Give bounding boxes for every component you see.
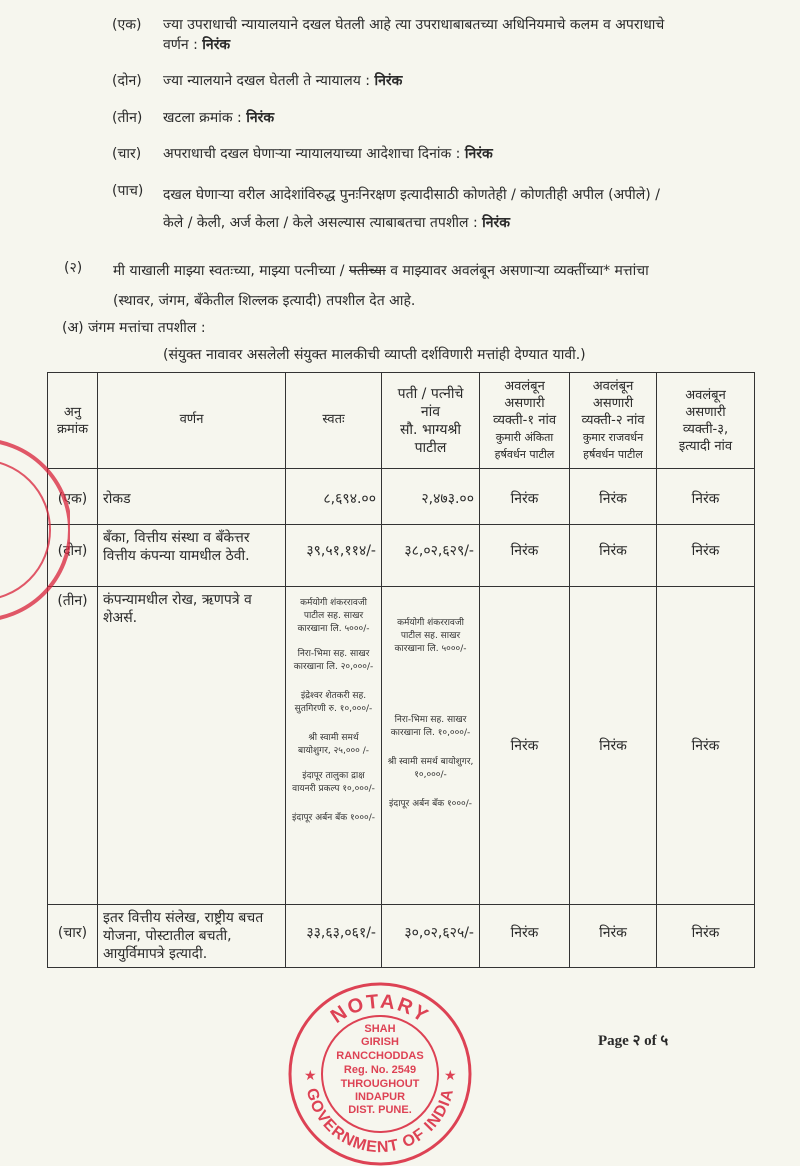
cell-serial: (एक) — [48, 469, 98, 525]
cell-dep2: निरंक — [570, 525, 657, 587]
page-number: Page २ of ५ — [598, 1033, 669, 1049]
para-line2: (स्थावर, जंगम, बँकेतील शिल्लक इत्यादी) तपशील देत आहे. — [113, 293, 416, 309]
header-dependent-1: अवलंबून असणारी व्यक्ती-१ नांव कुमारी अंकिता हर्षवर्धन पाटील — [480, 373, 570, 469]
table-header-row — [48, 373, 755, 469]
para-text — [113, 256, 649, 316]
table-row — [48, 587, 755, 905]
star-icon: ★ — [304, 1068, 317, 1084]
item-text-line1: ज्या न्यालयाने दखल घेतली ते न्यायालय : — [163, 73, 371, 89]
share-holding: इंदापूर अर्बन बँक १०००/- — [292, 813, 375, 823]
table-row — [48, 469, 755, 525]
stamp-line: GIRISH — [361, 1036, 399, 1048]
cell-dep1: निरंक — [480, 469, 570, 525]
item-text — [163, 71, 402, 91]
cell-serial: (तीन) — [48, 587, 98, 905]
para-number: (२) — [64, 260, 83, 276]
section-note: (संयुक्त नावावर असलेली संयुक्त मालकीची व्याप्ती दर्शविणारी मत्तांही देण्यात यावी.) — [163, 347, 586, 363]
stamp-line: DIST. PUNE. — [348, 1104, 412, 1116]
stamp-line: Reg. No. 2549 — [343, 1064, 417, 1076]
header-dependent-3: अवलंबून असणारी व्यक्ती-३, इत्यादी नांव — [657, 373, 755, 469]
header-self: स्वतः — [286, 373, 382, 469]
para-line1-a: मी याखाली माझ्या स्वतःच्या, माझ्या पत्नीच्या / — [113, 263, 345, 279]
cell-dep1: निरंक — [480, 905, 570, 968]
item-number: (चार) — [112, 146, 142, 162]
cell-description: रोकड — [98, 469, 286, 525]
cell-dep1: निरंक — [480, 587, 570, 905]
item-number: (दोन) — [112, 73, 142, 89]
share-holding: श्री स्वामी समर्थ बायोशुगर, २५,००० /- — [297, 733, 369, 756]
stamp-line: SHAH — [364, 1023, 396, 1035]
item-number: (तीन) — [112, 110, 143, 126]
stamp-line: RANCCHODDAS — [336, 1050, 424, 1062]
item-text-line1: दखल घेणाऱ्या वरील आदेशांविरुद्ध पुनःनिरक्षण इत्यादीसाठी कोणतेही / कोणतीही अपील (अपीले) / — [163, 187, 660, 203]
item-value: निरंक — [202, 37, 231, 53]
cell-serial: (दोन) — [48, 525, 98, 587]
cell-spouse: २,४७३.०० — [382, 469, 480, 525]
cell-dep3: निरंक — [657, 905, 755, 968]
stamp-top-text: NOTARY — [326, 990, 434, 1028]
stamp-line: THROUGHOUT — [340, 1078, 420, 1090]
item-text-line1: अपराधाची दखल घेणाऱ्या न्यायालयाच्या आदेशाचा दिनांक : — [163, 146, 461, 162]
item-text — [163, 181, 660, 237]
item-number: (एक) — [112, 17, 142, 33]
share-holding: इंद्रेश्वर शेतकरी सह. सुतगिरणी रु. १०,०००/- — [294, 691, 373, 714]
cell-dep1: निरंक — [480, 525, 570, 587]
cell-description: बँका, वित्तीय संस्था व बँकेत्तर वित्तीय कंपन्या यामधील ठेवी. — [98, 525, 286, 587]
stamp-line: INDAPUR — [354, 1091, 406, 1103]
para-line1-b: व माझ्यावर अवलंबून असणाऱ्या व्यक्तींच्या* मत्तांचा — [390, 263, 649, 279]
movable-assets-table — [47, 372, 755, 968]
section-heading: (अ) जंगम मत्तांचा तपशील : — [62, 320, 206, 336]
cell-spouse-shares — [382, 587, 480, 905]
item-text — [163, 144, 493, 164]
item-number: (पाच) — [112, 183, 144, 199]
item-value: निरंक — [482, 215, 510, 231]
table-row — [48, 905, 755, 968]
share-holding: निरा-भिमा सह. साखर कारखाना लि. २०,०००/- — [293, 649, 374, 672]
struck-word: पतीच्या — [348, 263, 386, 279]
cell-description: कंपन्यामधील रोख, ऋणपत्रे व शेअर्स. — [98, 587, 286, 905]
share-holding: इंदापूर अर्बन बँक १०००/- — [389, 799, 472, 809]
cell-dep2: निरंक — [570, 587, 657, 905]
cell-spouse: ३०,०२,६२५/- — [382, 905, 480, 968]
stamp-bottom-text: GOVERNMENT OF INDIA — [302, 1086, 458, 1157]
header-description: वर्णन — [98, 373, 286, 469]
share-holding: निरा-भिमा सह. साखर कारखाना लि. १०,०००/- — [390, 715, 471, 738]
cell-dep3: निरंक — [657, 587, 755, 905]
share-holding: इंदापूर तालुका द्राक्ष वायनरी प्रकल्प १०,०००/- — [292, 771, 375, 794]
share-holding: कर्मयोगी शंकररावजी पाटील सह. साखर कारखाना लि. ५०००/- — [297, 598, 370, 634]
cell-description: इतर वित्तीय संलेख, राष्ट्रीय बचत योजना, पोस्टातील बचती, आयुर्विमापत्रे इत्यादी. — [98, 905, 286, 968]
item-text-line2: केले / केली, अर्ज केला / केले असल्यास त्याबाबतचा तपशील : — [163, 215, 478, 231]
cell-dep2: निरंक — [570, 469, 657, 525]
cell-self-shares — [286, 587, 382, 905]
item-text-line1: खटला क्रमांक : — [163, 110, 242, 126]
item-value: निरंक — [374, 73, 403, 89]
cell-dep3: निरंक — [657, 469, 755, 525]
table-row — [48, 525, 755, 587]
item-text — [163, 15, 748, 55]
cell-self: ३९,५१,११४/- — [286, 525, 382, 587]
header-dependent-2: अवलंबून असणारी व्यक्ती-२ नांव कुमार राजवर्धन हर्षवर्धन पाटील — [570, 373, 657, 469]
header-serial: अनु क्रमांक — [48, 373, 98, 469]
header-spouse: पती / पत्नीचे नांव सौ. भाग्यश्री पाटील — [382, 373, 480, 469]
share-holding: कर्मयोगी शंकररावजी पाटील सह. साखर कारखाना लि. ५०००/- — [394, 618, 467, 654]
item-text-line1: ज्या उपराधाची न्यायालयाने दखल घेतली आहे त्या उपराधाबाबतच्या अधिनियमाचे कलम व अपराधाचे — [163, 17, 665, 33]
star-icon: ★ — [444, 1068, 457, 1084]
cell-dep2: निरंक — [570, 905, 657, 968]
notary-stamp — [284, 982, 476, 1166]
cell-self: ३३,६३,०६१/- — [286, 905, 382, 968]
cell-dep3: निरंक — [657, 525, 755, 587]
cell-serial: (चार) — [48, 905, 98, 968]
item-text-line2: वर्णन : — [163, 37, 198, 53]
share-holding: श्री स्वामी समर्थ बायोशुगर, १०,०००/- — [387, 757, 474, 780]
item-text — [163, 108, 274, 128]
cell-spouse: ३८,०२,६२९/- — [382, 525, 480, 587]
cell-self: ८,६९४.०० — [286, 469, 382, 525]
item-value: निरंक — [464, 146, 493, 162]
item-value: निरंक — [246, 110, 275, 126]
notary-stamp-partial — [0, 430, 70, 630]
